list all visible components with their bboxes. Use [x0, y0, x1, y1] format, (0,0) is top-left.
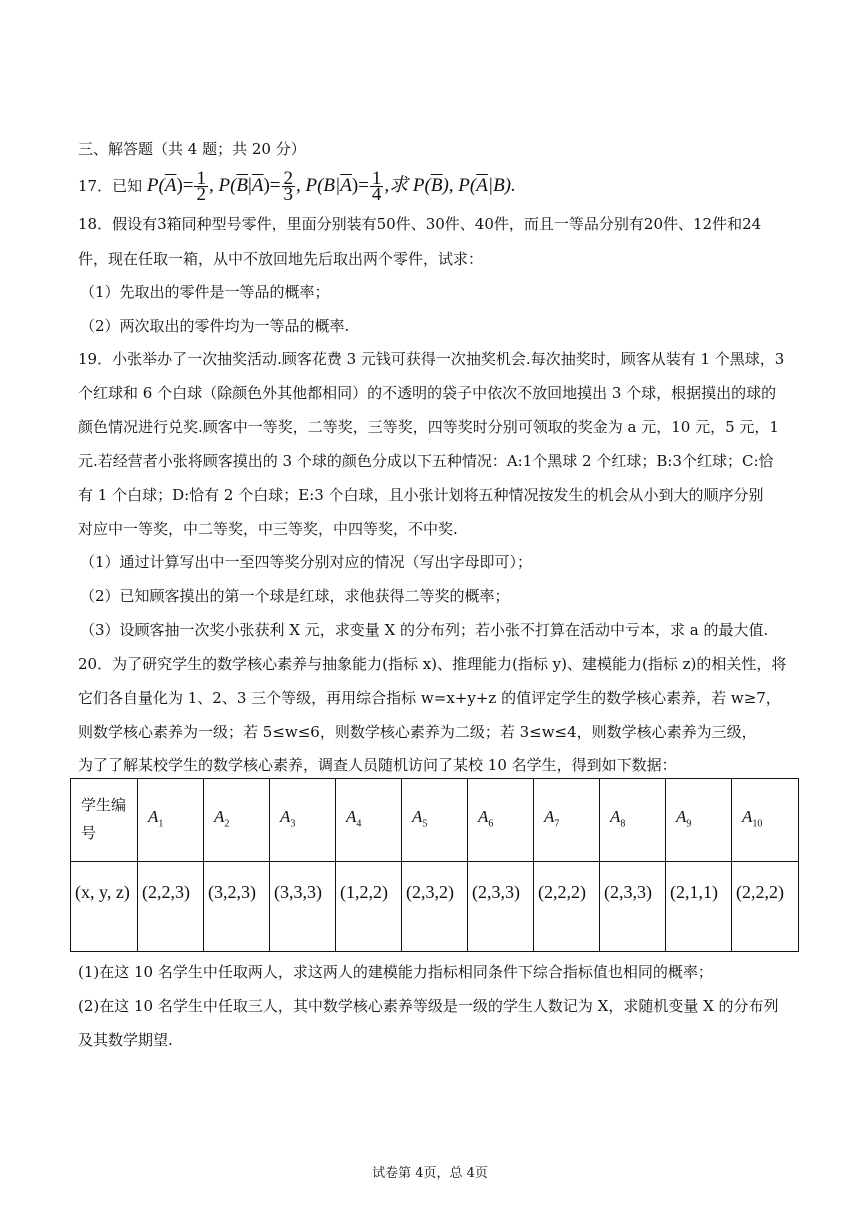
q20-line-4: 为了了解某校学生的数学核心素养，调查人员随机访问了某校 10 名学生，得到如下数据：: [78, 756, 677, 774]
q17-a-bar-3: $\overline{A}$: [340, 174, 352, 196]
q19-line-5: 有 1 个白球；D:恰有 2 个白球；E:3 个白球，且小张计划将五种情况按发生的机会从小到大的顺序分别: [78, 486, 764, 504]
q17-text-9: ), P(: [442, 174, 477, 196]
student-id-cell: $A_2$: [204, 779, 270, 862]
student-id-sub: 10: [752, 818, 763, 830]
value-cell: [468, 862, 534, 952]
q20-part-2: (2)在这 10 名学生中任取三人，其中数学核心素养等级是一级的学生人数记为 X，求随机变量 X 的分布列: [78, 997, 779, 1015]
value-cell: [732, 862, 799, 952]
value-cell: [270, 862, 336, 952]
page-footer: 试卷第 4页，总 4页: [372, 1166, 488, 1181]
value-cell: [402, 862, 468, 952]
student-id-sub: 5: [422, 818, 428, 830]
student-id-sub: 8: [620, 818, 626, 830]
q17-text-8: ,求 P(: [384, 174, 431, 196]
student-id-sub: 1: [158, 818, 164, 830]
question-17: [78, 168, 516, 205]
row-label-cell: [71, 862, 138, 952]
q17-text-4: |: [248, 174, 252, 196]
table-data-row: [71, 862, 799, 952]
q19-line-2: 个红球和 6 个白球（除颜色外其他都相同）的不透明的袋子中依次不放回地摸出 3 个球，根据摸出的球的: [78, 384, 777, 402]
xyz-value: (2,2,3): [142, 882, 190, 902]
q17-text-2: )=: [176, 174, 194, 196]
q17-frac1-num: 1: [196, 168, 206, 189]
q18-part-2: （2）两次取出的零件均为一等品的概率.: [80, 317, 350, 335]
q17-a-bar-4: $\overline{A}$: [476, 174, 488, 196]
value-cell: [534, 862, 600, 952]
xyz-value: (2,3,2): [406, 882, 454, 902]
q19-part-3: （3）设顾客抽一次奖小张获利 X 元，求变量 X 的分布列；若小张不打算在活动中亏本，求 a 的最大值.: [80, 621, 769, 639]
student-data-table: [70, 778, 799, 952]
xyz-value: (2,3,3): [604, 882, 652, 902]
q18-line-2: 件，现在任取一箱，从中不放回地先后取出两个零件，试求：: [78, 250, 484, 268]
q19-line-6: 对应中一等奖，中二等奖，中三等奖，中四等奖，不中奖.: [78, 520, 458, 538]
student-id-sub: 4: [356, 818, 362, 830]
q20-line-3: 则数学核心素养为一级；若 5≤w≤6，则数学核心素养为二级；若 3≤w≤4，则数学核心素养为三级，: [78, 723, 757, 741]
student-id-sub: 9: [686, 818, 692, 830]
student-id-sub: 2: [224, 818, 230, 830]
q20-line-2: 它们各自量化为 1、2、3 三个等级，再用综合指标 w=x+y+z 的值评定学生的数学核心素养，若 w≥7，: [78, 689, 781, 707]
xyz-value: (1,2,2): [340, 882, 388, 902]
q20-part-2-cont: 及其数学期望.: [78, 1031, 173, 1049]
q17-text-1: P(: [146, 174, 165, 196]
student-id-cell: $A_7$: [534, 779, 600, 862]
value-cell: [138, 862, 204, 952]
q17-text-6: , P(B|: [296, 174, 341, 196]
xyz-value: (3,2,3): [208, 882, 256, 902]
xyz-value: (2,2,2): [538, 882, 586, 902]
q18-line-1: 18．假设有3箱同种型号零件，里面分别装有50件、30件、40件，而且一等品分别有20件、12件和24: [78, 215, 762, 233]
q17-a-bar: $\overline{A}$: [164, 174, 177, 196]
q17-text-10: |B).: [487, 174, 516, 196]
xyz-value: (2,1,1): [670, 882, 718, 902]
table-header-row: [71, 779, 799, 862]
value-cell: [204, 862, 270, 952]
xyz-value: (2,2,2): [736, 882, 784, 902]
q19-line-1: 19．小张举办了一次抽奖活动.顾客花费 3 元钱可获得一次抽奖机会.每次抽奖时，顾客从装有 1 个黑球，3: [78, 350, 785, 368]
value-cell: [600, 862, 666, 952]
q20-line-1: 20．为了研究学生的数学核心素养与抽象能力(指标 x)、推理能力(指标 y)、建模能力(指标 z)的相关性，将: [78, 655, 787, 673]
xyz-value: (2,3,3): [472, 882, 520, 902]
q17-frac3-num: 1: [371, 168, 382, 189]
q17-number: 17．: [78, 176, 113, 195]
q17-frac2-num: 2: [283, 168, 293, 189]
row-label: (x, y, z): [75, 882, 130, 902]
student-id-cell: $A_1$: [138, 779, 204, 862]
student-id-cell: $A_9$: [666, 779, 732, 862]
q19-part-1: （1）通过计算写出中一至四等奖分别对应的情况（写出字母即可）；: [80, 553, 533, 571]
q17-lead: 已知: [112, 176, 143, 195]
header-label-line-1: 学生编: [81, 796, 127, 814]
student-id-cell: $A_3$: [270, 779, 336, 862]
student-id-cell: $A_5$: [402, 779, 468, 862]
student-id-cell: $A_6$: [468, 779, 534, 862]
q19-part-2: （2）已知顾客摸出的第一个球是红球，求他获得二等奖的概率；: [80, 587, 510, 605]
q17-frac3-den: 4: [371, 184, 382, 205]
q17-text-7: )=: [351, 174, 369, 196]
student-id-cell: $A_{10}$: [732, 779, 799, 862]
student-id-sub: 7: [554, 818, 560, 830]
q17-b-bar: $\overline{B}$: [236, 174, 249, 196]
value-cell: [666, 862, 732, 952]
q20-part-1: (1)在这 10 名学生中任取两人，求这两人的建模能力指标相同条件下综合指标值也相同的概率；: [78, 963, 713, 981]
q17-b-bar-2: $\overline{B}$: [430, 174, 443, 196]
xyz-value: (3,3,3): [274, 882, 322, 902]
q19-line-4: 元.若经营者小张将顾客摸出的 3 个球的颜色分成以下五种情况：A:1个黑球 2 个红球；B:3个红球；C:恰: [78, 452, 774, 470]
q17-a-bar-2: $\overline{A}$: [251, 174, 264, 196]
student-id-cell: $A_4$: [336, 779, 402, 862]
student-id-sub: 3: [290, 818, 296, 830]
section-title: 三、解答题（共 4 题；共 20 分）: [78, 140, 306, 158]
q17-text-3: , P(: [208, 174, 237, 196]
student-id-cell: $A_8$: [600, 779, 666, 862]
table-header-label-cell: [71, 779, 138, 862]
q17-text-5: )=: [263, 174, 281, 196]
header-label-line-2: 号: [81, 824, 97, 842]
student-id-sub: 6: [488, 818, 494, 830]
q17-frac2-den: 3: [283, 184, 293, 205]
q18-part-1: （1）先取出的零件是一等品的概率；: [80, 283, 330, 301]
value-cell: [336, 862, 402, 952]
q17-frac1-den: 2: [196, 184, 206, 205]
q19-line-3: 颜色情况进行兑奖.顾客中一等奖，二等奖，三等奖，四等奖时分别可领取的奖金为 a 元，10 元，5 元，1: [78, 418, 779, 436]
